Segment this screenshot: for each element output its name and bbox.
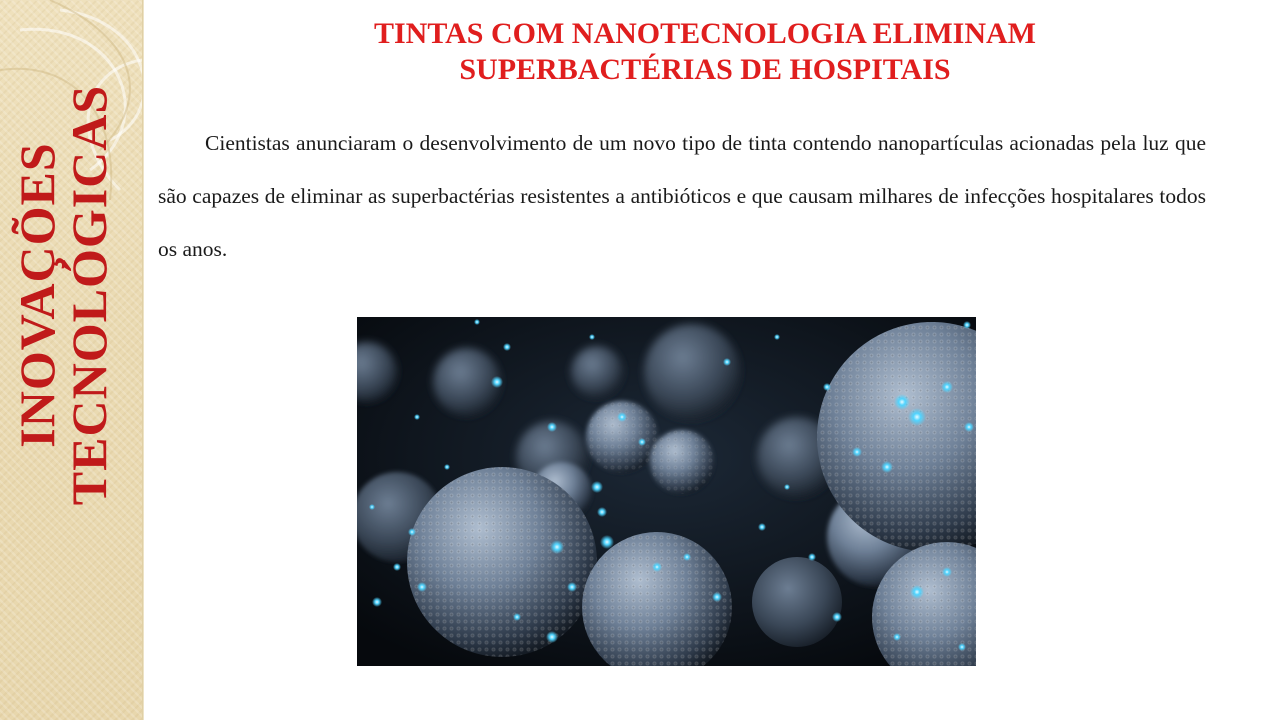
article-title-line2: SUPERBACTÉRIAS DE HOSPITAIS xyxy=(459,53,951,86)
sidebar-divider xyxy=(142,0,144,720)
sidebar-title-line2: TECNOLÓGICAS xyxy=(61,84,117,506)
sidebar-title-line1: INOVAÇÕES xyxy=(9,142,65,448)
article-title-line1: TINTAS COM NANOTECNOLOGIA ELIMINAM xyxy=(373,17,1036,50)
nanoparticles-image xyxy=(357,317,976,666)
sidebar-title xyxy=(11,35,131,555)
article-body: Cientistas anunciaram o desenvolvimento de um novo tipo de tinta contendo nanopartículas acionadas pela luz que são capazes de eliminar as superbactérias resistentes a antibióticos e que causam milhares de infecções hospitalares todos os anos. xyxy=(158,131,1206,261)
nanoparticles-illustration xyxy=(357,317,976,666)
sidebar-band xyxy=(0,0,142,720)
article-title xyxy=(200,16,1210,88)
